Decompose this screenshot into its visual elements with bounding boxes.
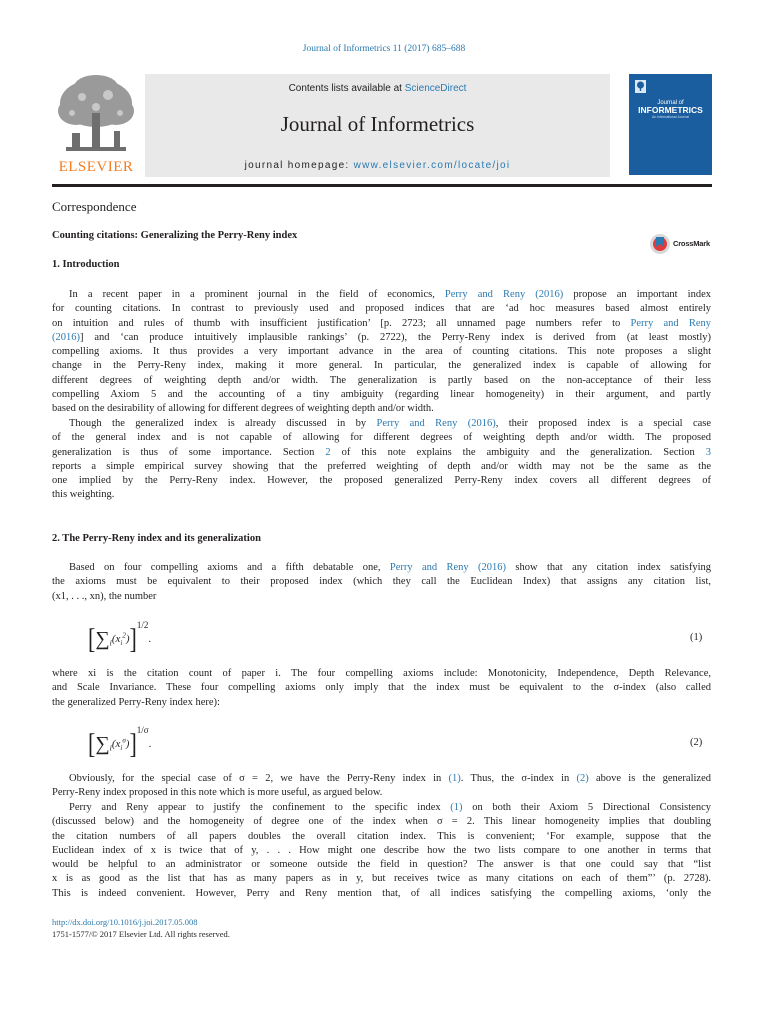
text-run: on intuition and rules of thumb with insufficient justification’ [p. 2723; all unnamed page numbers refer to [52, 317, 631, 329]
sum-symbol: ∑ [95, 627, 110, 650]
exponent: 1/2 [136, 620, 149, 630]
crossmark-label: CrossMark [673, 239, 710, 248]
text-run: Based on four compelling axioms and a fifth debatable one, [69, 562, 390, 573]
paragraph-1 [52, 288, 711, 417]
text-run: Though the generalized index is already discussed in by [69, 418, 377, 429]
p2-line [52, 417, 711, 431]
p1-line: based on the desirability of allowing for different degrees of weighting depth and/or width. [52, 403, 434, 415]
text-run: ] and ‘can produce intuitively implausible rankings’ (p. 2722), the Perry-Reny index is derived from (at least mostly) [80, 331, 711, 343]
p3-line: the axioms must be equivalent to their proposed index (which they call the Euclidean Index) that assigns any citation list, [52, 576, 711, 588]
elsevier-tree-logo [52, 73, 140, 177]
p2-line: of the general index and is not capable of allowing for different degrees of weighting depth and/or width. The proposed [52, 432, 711, 444]
p1-line: compelling axioms. It thus provides a very important advance in the area of counting citations. This note proposes a slight [52, 346, 711, 358]
summand: $(x_i^2)$ [111, 631, 130, 648]
contents-line [145, 83, 610, 94]
homepage-line [145, 160, 610, 171]
p6-line: This is indeed convenient. However, Perry and Reny mention that, of all indices satisfying the compelling axioms, ‘only the [52, 887, 711, 899]
p5-line: Perry-Reny index proposed in this note which is more useful, as argued below. [52, 787, 383, 799]
p3-line: (x1, . . ., xn), the number [52, 590, 157, 602]
cover-tree-icon [635, 80, 646, 93]
equation-link[interactable]: (1) [450, 802, 463, 813]
p3-line [52, 561, 711, 575]
p2-line: one implied by the Perry-Reny index. However, the proposed generalized Perry-Reny index covers all different degrees of [52, 475, 711, 487]
text-run: on both their Axiom 5 Directional Consistency [462, 802, 711, 813]
p4-line: and Scale Invariance. These four compelling axioms only imply that the index must be equivalent to the σ-index (also called [52, 682, 711, 694]
p6-line: x is as good as the list that has as many papers as in y, but receives twice as many citations on each of them”’ (p. 2728). [52, 873, 711, 885]
summand: $(x_i^\sigma)$ [111, 736, 130, 753]
citation-link[interactable]: Perry and Reny (2016) [376, 418, 496, 429]
article-type: Correspondence [52, 199, 137, 214]
right-bracket: ] [129, 727, 137, 760]
sum-symbol: ∑ [95, 732, 110, 755]
text-run: . Thus, the σ-index in [460, 773, 577, 784]
header-rule [52, 184, 712, 187]
p2-line [52, 446, 711, 460]
p1-line: change in the Perry-Reny index, making it more general. In particular, the generalized index is capable of allowing for [52, 360, 711, 372]
journal-title: Journal of Informetrics [280, 112, 475, 136]
p6-line [52, 801, 711, 815]
section-link[interactable]: 2 [325, 446, 331, 458]
sum-index: i [109, 743, 112, 753]
sciencedirect-link[interactable]: ScienceDirect [404, 83, 467, 94]
p1-line: compelling Axiom 5 and the accounting of a tiny ambiguity (regarding linear homogeneity) in their argument, and partly [52, 389, 711, 401]
paragraph-2 [52, 417, 711, 503]
equation-1 [88, 620, 152, 655]
equation-1-number: (1) [690, 632, 703, 643]
paragraph-5 [52, 772, 711, 801]
text-run: Perry and Reny appear to justify the confinement to the specific index [69, 802, 451, 813]
paragraph-3 [52, 561, 711, 604]
masthead [52, 73, 712, 180]
citation-link[interactable]: Perry and Reny (2016) [389, 562, 507, 573]
p1-line [52, 317, 711, 331]
elsevier-wordmark: ELSEVIER [58, 159, 134, 175]
copyright-line: 1751-1577/© 2017 Elsevier Ltd. All rights reserved. [52, 929, 230, 939]
citation-link[interactable]: Perry and Reny [630, 317, 712, 329]
journal-header-box [145, 74, 610, 177]
left-bracket: [ [88, 622, 96, 655]
text-run: , their proposed index is a special case [495, 418, 712, 429]
crossmark-badge[interactable] [649, 233, 713, 255]
cover-title-big: INFORMETRICS [638, 105, 703, 116]
contents-prefix: Contents lists available at [288, 83, 405, 94]
cover-title [629, 100, 712, 120]
equation-link[interactable]: (2) [576, 773, 589, 784]
p6-line: would be helpful to an administrator or someone outside the field in question? The answer is that one could say that “list [52, 859, 711, 871]
equation-link[interactable]: (1) [448, 773, 461, 784]
period: . [148, 738, 152, 750]
article-title: Counting citations: Generalizing the Perry-Reny index [52, 230, 298, 241]
sum-index: i [109, 638, 112, 648]
p5-line [52, 772, 711, 786]
citation-link[interactable]: (2016) [52, 331, 80, 343]
homepage-link[interactable]: www.elsevier.com/locate/joi [353, 160, 511, 171]
footer-doi-block [52, 916, 230, 940]
text-run: show that any citation index satisfying [506, 562, 711, 573]
equation-2-number: (2) [690, 737, 703, 748]
paragraph-6 [52, 801, 711, 901]
left-bracket: [ [88, 727, 96, 760]
text-run: of this note explains the ambiguity and the generalization. Section [330, 446, 706, 458]
p6-line: (discussed below) and the homogeneity of degree one of the index when σ = 2. This linear homogeneity implies that doubling [52, 816, 711, 828]
p1-line: different degrees of weighting depth and/or width. The generalization is partly based on the non-acceptance of their less [52, 374, 711, 386]
exponent: 1/σ [136, 725, 149, 735]
p1-line [52, 288, 711, 302]
right-bracket: ] [129, 622, 137, 655]
text-run: above is the generalized [588, 773, 711, 784]
period: . [148, 633, 152, 645]
text-run: Obviously, for the special case of σ = 2, we have the Perry-Reny index in [69, 773, 449, 784]
journal-cover [629, 74, 712, 175]
cover-subtitle: An International Journal [652, 115, 689, 120]
paragraph-4 [52, 667, 711, 710]
text-run: generalization is thus of some importance. Section [52, 446, 326, 458]
p1-line: for counting citations. In contrast to previously used and proposed indices that are ‘ad hoc measures based almost entirely [52, 303, 711, 315]
doi-link[interactable]: http://dx.doi.org/10.1016/j.joi.2017.05.008 [52, 917, 198, 927]
homepage-prefix: journal homepage: [244, 160, 354, 171]
p1-line [52, 331, 711, 345]
crossmark-icon [649, 233, 671, 255]
p6-line: Euclidean index of x is twice that of y, . . . How might one describe how the two lists compare to one another in terms that [52, 844, 711, 856]
p2-line: this weighting. [52, 489, 115, 501]
section-2-heading: 2. The Perry-Reny index and its generalization [52, 533, 261, 544]
tree-icon [52, 73, 140, 157]
p4-line: where xi is the citation count of paper i. The four compelling axioms include: Monotonicity, Independence, Depth Relevance, [52, 668, 711, 679]
section-1-heading: 1. Introduction [52, 259, 120, 270]
citation-link[interactable]: Perry and Reny (2016) [444, 289, 564, 300]
cover-title-small: Journal of [657, 100, 684, 106]
section-link[interactable]: 3 [705, 446, 712, 458]
p4-line: the generalized Perry-Reny index here): [52, 696, 220, 708]
journal-reference[interactable]: Journal of Informetrics 11 (2017) 685–688 [302, 44, 466, 54]
text-run: In a recent paper in a prominent journal in the field of economics, [69, 289, 445, 300]
text-run: propose an important index [563, 289, 712, 300]
p2-line: reports a simple empirical survey showing that the preferred weighting of depth and/or width may not be the same as the [52, 460, 711, 472]
equation-2 [88, 725, 152, 760]
p6-line: the citation numbers of all papers doubles the overall citation index. This is convenient; ‘For example, suppose that the [52, 830, 711, 842]
